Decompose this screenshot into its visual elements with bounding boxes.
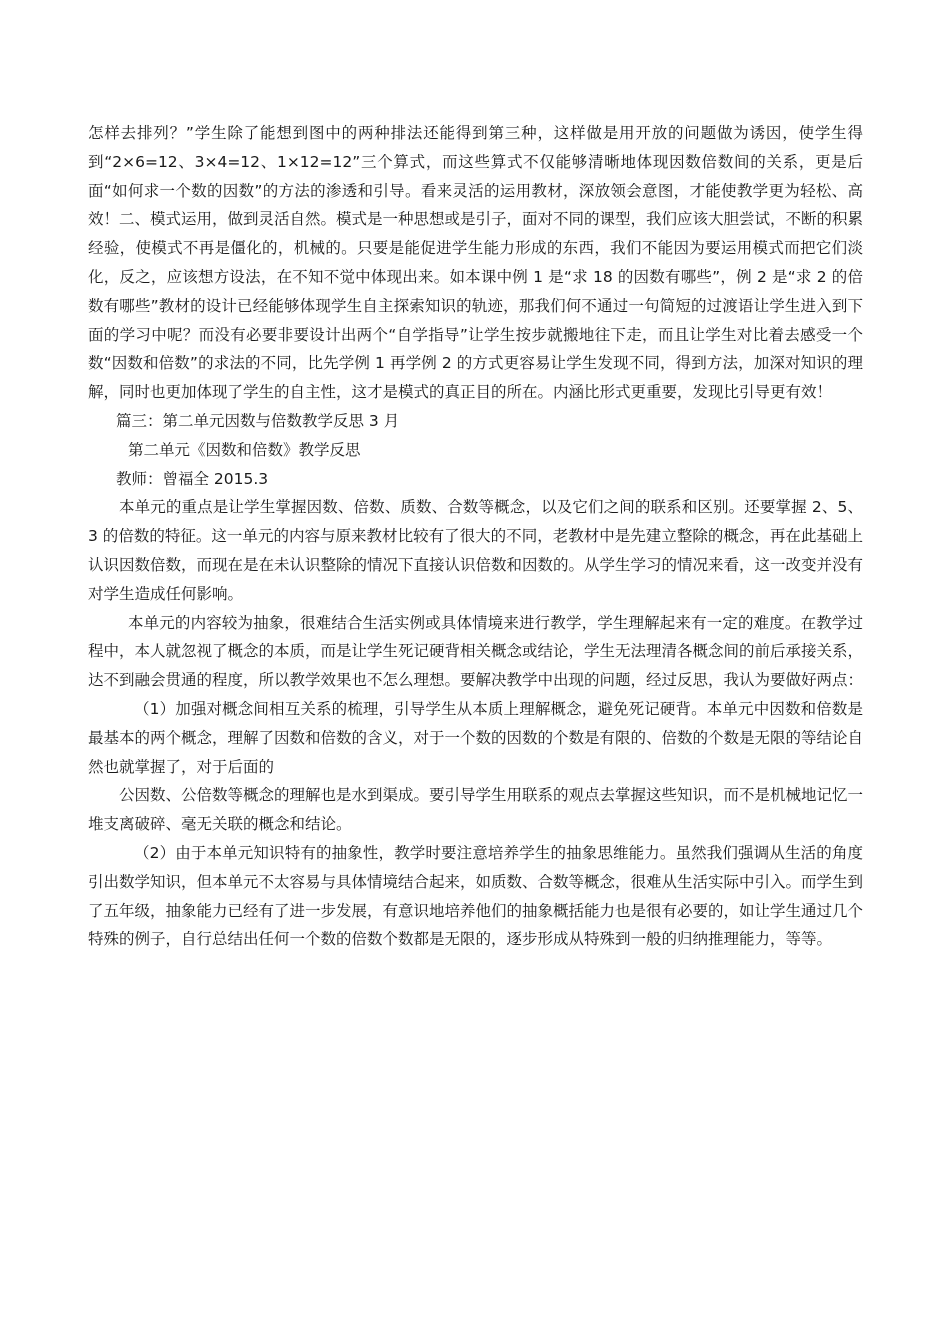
paragraph-unit-focus: 本单元的重点是让学生掌握因数、倍数、质数、合数等概念，以及它们之间的联系和区别。还要掌握 2、5、3 的倍数的特征。这一单元的内容与原来教材比较有了很大的不同，老教材中是先建立整除的概念，再在此基础上认识因数倍数，而现在是在未认识整除的情况下直接认识倍数和因数的。从学生学习的情况来看，这一改变并没有对学生造成任何影响。 — [88, 498, 864, 603]
paragraph-point-1: （1）加强对概念间相互关系的梳理，引导学生从本质上理解概念，避免死记硬背。本单元中因数和倍数是最基本的两个概念，理解了因数和倍数的含义，对于一个数的因数的个数是有限的、倍数的个数是无限的等结论自然也就掌握了，对于后面的 — [88, 699, 864, 776]
section-heading: 篇三：第二单元因数与倍数教学反思 3 月 — [116, 411, 400, 430]
paragraph-point-1-continued: 公因数、公倍数等概念的理解也是水到渠成。要引导学生用联系的观点去掌握这些知识，而不是机械地记忆一堆支离破碎、毫无关联的概念和结论。 — [88, 786, 864, 834]
paragraph-mode-reflection: 怎样去排列？”学生除了能想到图中的两种排法还能得到第三种，这样做是用开放的问题做为诱因，使学生得到“2×6=12、3×4=12、1×12=12”三个算式，而这些算式不仅能够清晰地体现因数倍数间的关系，更是后面“如何求一个数的因数”的方法的渗透和引导。看来灵活的运用教材，深放领会意图，才能使教学更为轻松、高效！二、模式运用，做到灵活自然。模式是一种思想或是引子，面对不同的课型，我们应该大胆尝试，不断的积累经验，使模式不再是僵化的，机械的。只要是能促进学生能力形成的东西，我们不能因为要运用模式而把它们淡化，反之，应该想方设法，在不知不觉中体现出来。如本课中例 1 是“求 18 的因数有哪些”，例 2 是“求 2 的倍数有哪些”教材的设计已经能够体现学生自主探索知识的轨迹，那我们何不通过一句简短的过渡语让学生进入到下面的学习中呢？而没有必要非要设计出两个“自学指导”让学生按步就搬地往下走，而且让学生对比着去感受一个数“因数和倍数”的求法的不同，比先学例 1 再学例 2 的方式更容易让学生发现不同，得到方法，加深对知识的理解，同时也更加体现了学生的自主性，这才是模式的真正目的所在。内涵比形式更重要，发现比引导更有效！ — [88, 124, 864, 402]
document-body — [88, 119, 863, 954]
paragraph-point-2: （2）由于本单元知识特有的抽象性，教学时要注意培养学生的抽象思维能力。虽然我们强调从生活的角度引出数学知识，但本单元不太容易与具体情境结合起来，如质数、合数等概念，很难从生活实际中引入。而学生到了五年级，抽象能力已经有了进一步发展，有意识地培养他们的抽象概括能力也是很有必要的，如让学生通过几个特殊的例子，自行总结出任何一个数的倍数个数都是无限的，逐步形成从特殊到一般的归纳推理能力，等等。 — [88, 843, 864, 949]
author-line: 教师：曾福全 2015.3 — [116, 469, 269, 488]
paragraph-unit-difficulty: 本单元的内容较为抽象，很难结合生活实例或具体情境来进行教学，学生理解起来有一定的难度。在教学过程中，本人就忽视了概念的本质，而是让学生死记硬背相关概念或结论，学生无法理清各概念间的前后承接关系，达不到融会贯通的程度，所以教学效果也不怎么理想。要解决教学中出现的问题，经过反思，我认为要做好两点： — [88, 613, 864, 690]
document-title: 第二单元《因数和倍数》教学反思 — [128, 440, 361, 459]
